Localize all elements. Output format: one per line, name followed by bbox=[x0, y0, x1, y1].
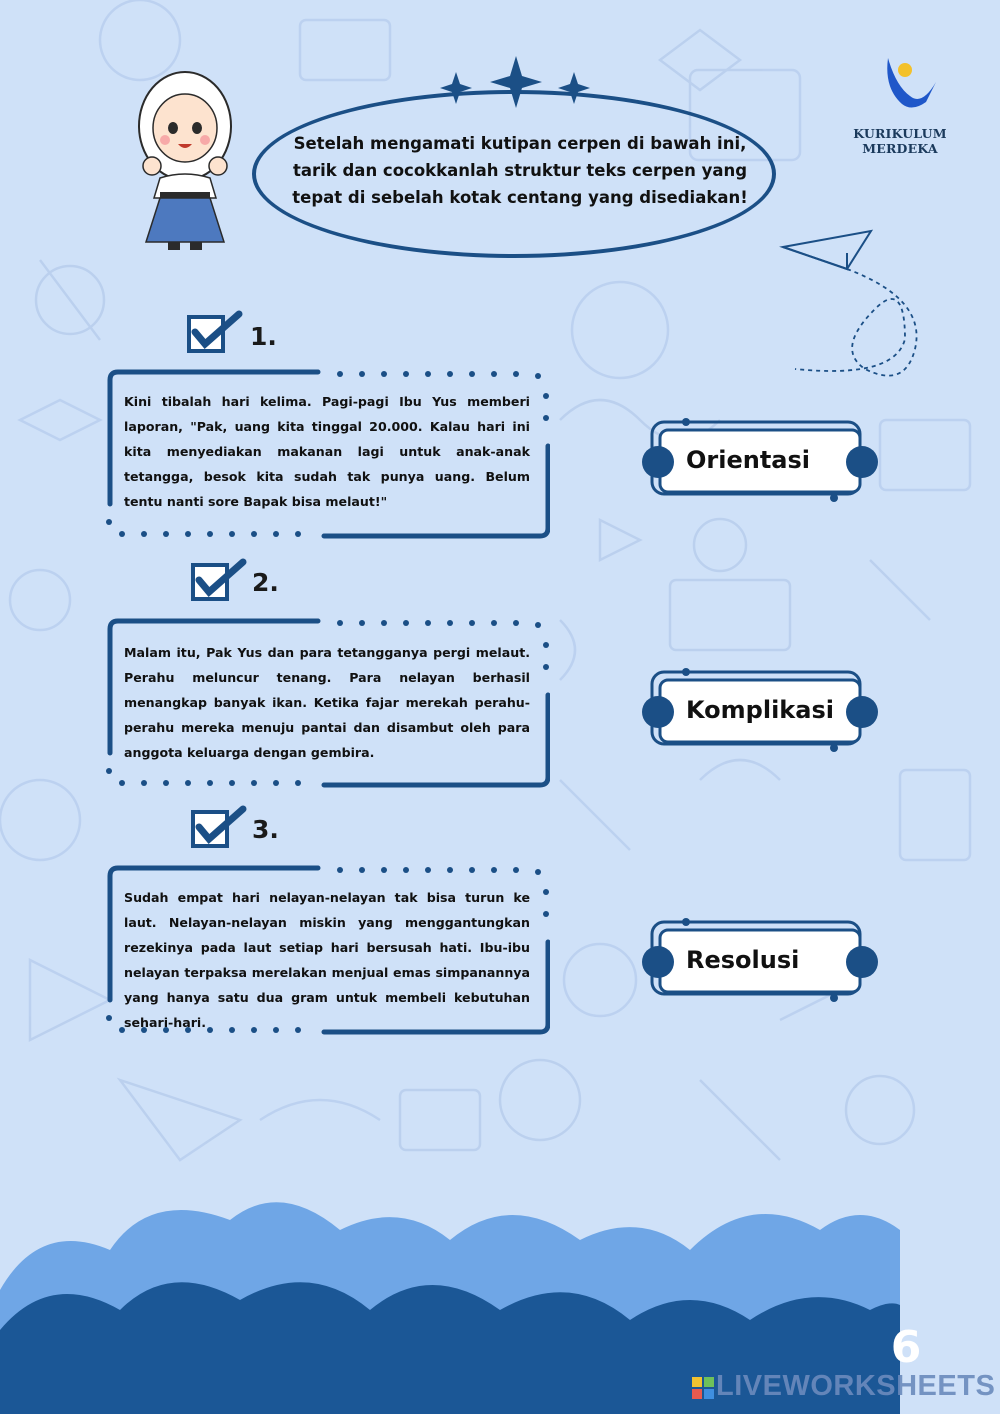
checkbox-1-icon bbox=[186, 310, 248, 358]
story-text-3: Sudah empat hari nelayan-nelayan tak bisa turun ke laut. Nelayan-nelayan miskin yang menggantungkan rezekinya pada laut setiap hari bersusah hati. Ibu-ibu nelayan terpaksa merelakan menjual emas simpanannya yang hanya satu dua gram untuk membeli kebutuhan sehari-hari. bbox=[124, 890, 530, 1030]
story-text-2: Malam itu, Pak Yus dan para tetangganya pergi melaut. Perahu meluncur tenang. Para nelayan berhasil menangkap banyak ikan. Ketika fajar merekah perahu-perahu mereka menuju pantai dan disambut oleh para anggota keluarga dengan gembira. bbox=[124, 645, 530, 760]
story-text-1: Kini tibalah hari kelima. Pagi-pagi Ibu Yus memberi laporan, "Pak, uang kita tinggal 20.000. Kalau hari ini kita menyediakan makanan lagi untuk anak-anak tetangga, besok kita sudah tak punya uang. Belum tentu nanti sore Bapak bisa melaut!" bbox=[124, 394, 530, 509]
kurikulum-merdeka-logo-text: KURIKULUM MERDEKA bbox=[853, 126, 947, 156]
page-number: 6 bbox=[890, 1322, 922, 1373]
option-orientasi[interactable]: Orientasi bbox=[686, 446, 811, 474]
student-character-illustration bbox=[130, 68, 240, 253]
liveworksheets-watermark: LIVEWORKSHEETS bbox=[716, 1370, 996, 1402]
checkbox-3-icon bbox=[190, 805, 252, 853]
option-komplikasi[interactable]: Komplikasi bbox=[686, 696, 834, 724]
item-1-number: 1. bbox=[250, 322, 277, 351]
paper-plane-icon bbox=[775, 225, 945, 395]
instruction-text: Setelah mengamati kutipan cerpen di bawah ini, tarik dan cocokkanlah struktur teks cerpen yang tepat di sebelah kotak centang yang disediakan! bbox=[292, 134, 748, 207]
checkbox-2-icon bbox=[190, 558, 252, 606]
liveworksheets-logo-icon bbox=[692, 1377, 714, 1399]
item-2-number: 2. bbox=[252, 568, 279, 597]
option-resolusi[interactable]: Resolusi bbox=[686, 946, 800, 974]
item-3-number: 3. bbox=[252, 815, 279, 844]
